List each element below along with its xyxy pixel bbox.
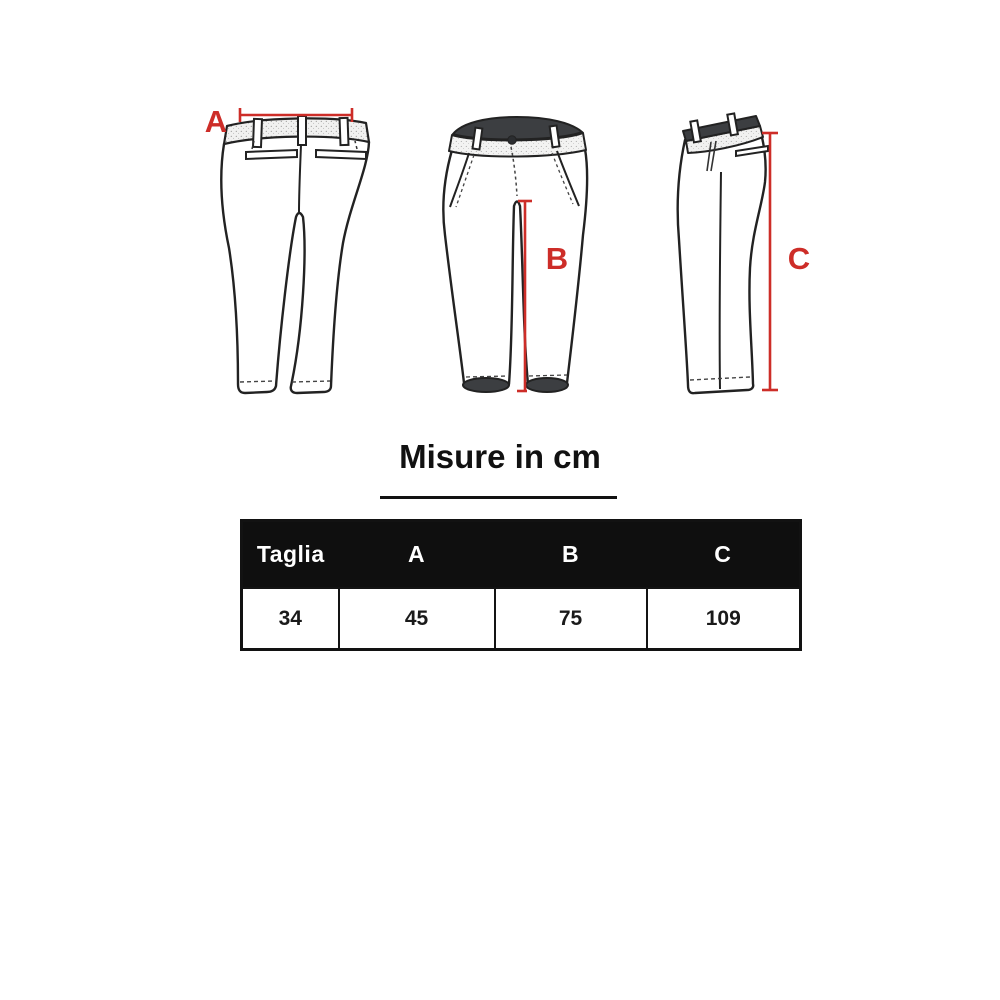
waistband-interior [453, 117, 582, 139]
page-title: Misure in cm [399, 438, 601, 475]
belt-loop [298, 116, 306, 145]
measurement-label-c: C [787, 241, 811, 276]
pants-front-view-drawing [425, 95, 610, 420]
pants-side-view-drawing [660, 95, 825, 420]
belt-loop [550, 126, 560, 148]
waist-button [508, 136, 516, 144]
measurement-label-a: A [204, 104, 228, 139]
size-table-cell-b: 75 [495, 588, 647, 650]
size-table-cell-a: 45 [339, 588, 495, 650]
back-pocket-left [246, 150, 297, 159]
hem-opening-right [526, 378, 568, 392]
size-table [240, 519, 802, 651]
size-table-header-b: B [495, 521, 647, 589]
belt-loop [340, 118, 349, 145]
title-underline [380, 496, 617, 499]
back-pocket-right [316, 150, 366, 159]
measurement-label-b: B [545, 241, 569, 276]
pants-back-body [221, 142, 369, 393]
size-table-row [242, 588, 801, 650]
size-table-header-taglia: Taglia [242, 521, 339, 589]
pants-side-body [678, 124, 766, 393]
size-table-header-row [242, 521, 801, 589]
size-table-header-a: A [339, 521, 495, 589]
size-table-cell-taglia: 34 [242, 588, 339, 650]
hem-opening-left [463, 378, 509, 392]
pants-back-view-drawing [180, 80, 410, 415]
belt-loop [472, 128, 482, 150]
size-table-cell-c: 109 [647, 588, 801, 650]
belt-loop [253, 119, 262, 147]
size-table-header-c: C [647, 521, 801, 589]
